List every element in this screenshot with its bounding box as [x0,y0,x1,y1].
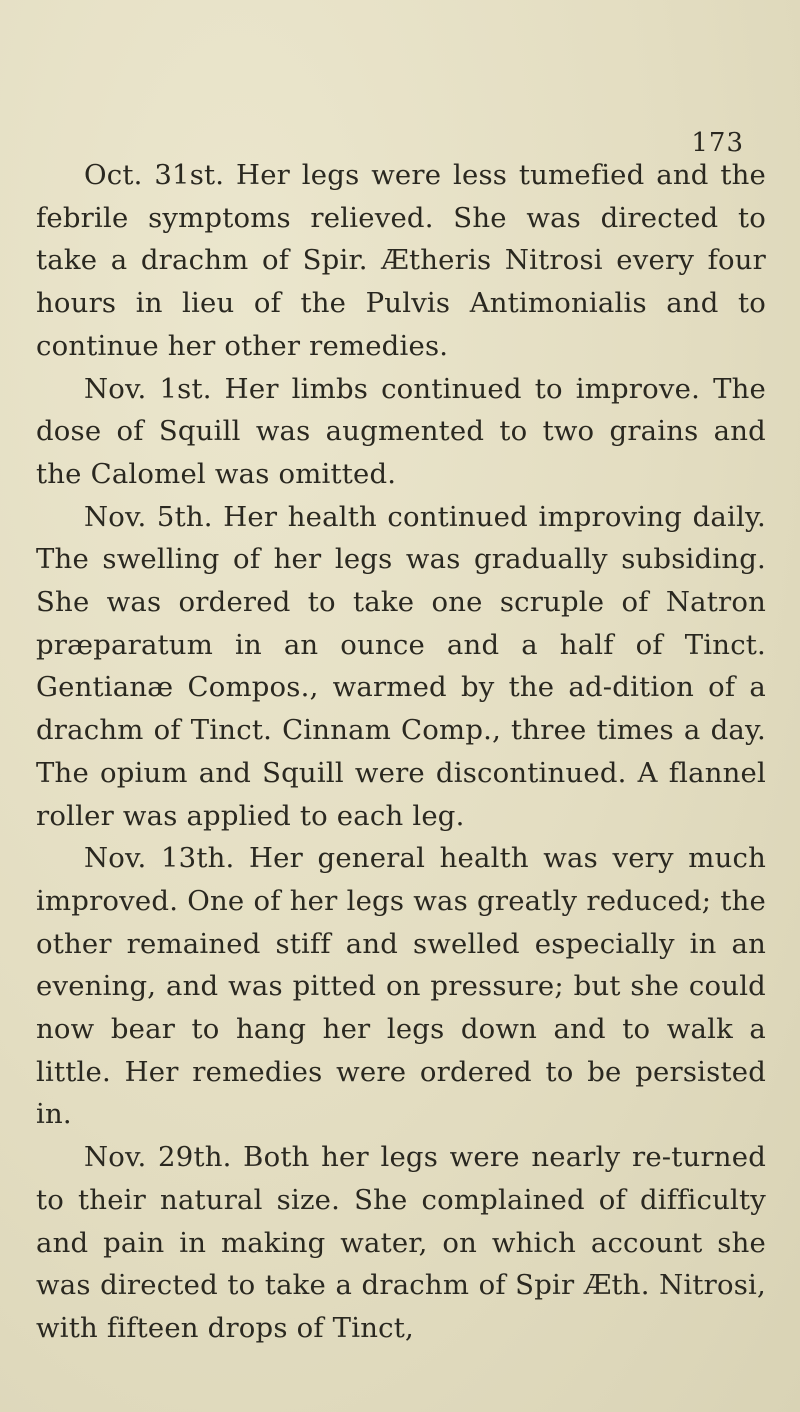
page-number: 173 [691,128,744,158]
body-text [36,154,766,1350]
paragraph-nov-29: Nov. 29th. Both her legs were nearly re-turned to their natural size. She complained of difficulty and pain in making water, on which account she was directed to take a drachm of Spir Æth. Nitrosi, with fifteen drops of Tinct, [36,1141,766,1344]
paragraph-nov-5: Nov. 5th. Her health continued improving daily. The swelling of her legs was gradually subsiding. She was ordered to take one scruple of Natron præparatum in an ounce and a half of Tinct. Gentianæ Compos., warmed by the ad-dition of a drachm of Tinct. Cinnam Comp., three times a day. The opium and Squill were discontinued. A flannel roller was applied to each leg. [36,500,766,832]
paragraph-nov-13: Nov. 13th. Her general health was very much improved. One of her legs was greatly reduced; the other remained stiff and swelled especially in an evening, and was pitted on pressure; but she could now bear to hang her legs down and to walk a little. Her remedies were ordered to be persisted in. [36,842,766,1131]
paragraph-nov-1: Nov. 1st. Her limbs continued to improve. The dose of Squill was augmented to two grains and the Calomel was omitted. [36,372,766,490]
paragraph-oct-31: Oct. 31st. Her legs were less tumefied and the febrile symptoms relieved. She was directed to take a drachm of Spir. Ætheris Nitrosi every four hours in lieu of the Pulvis Antimonialis and to continue her other remedies. [36,159,766,362]
